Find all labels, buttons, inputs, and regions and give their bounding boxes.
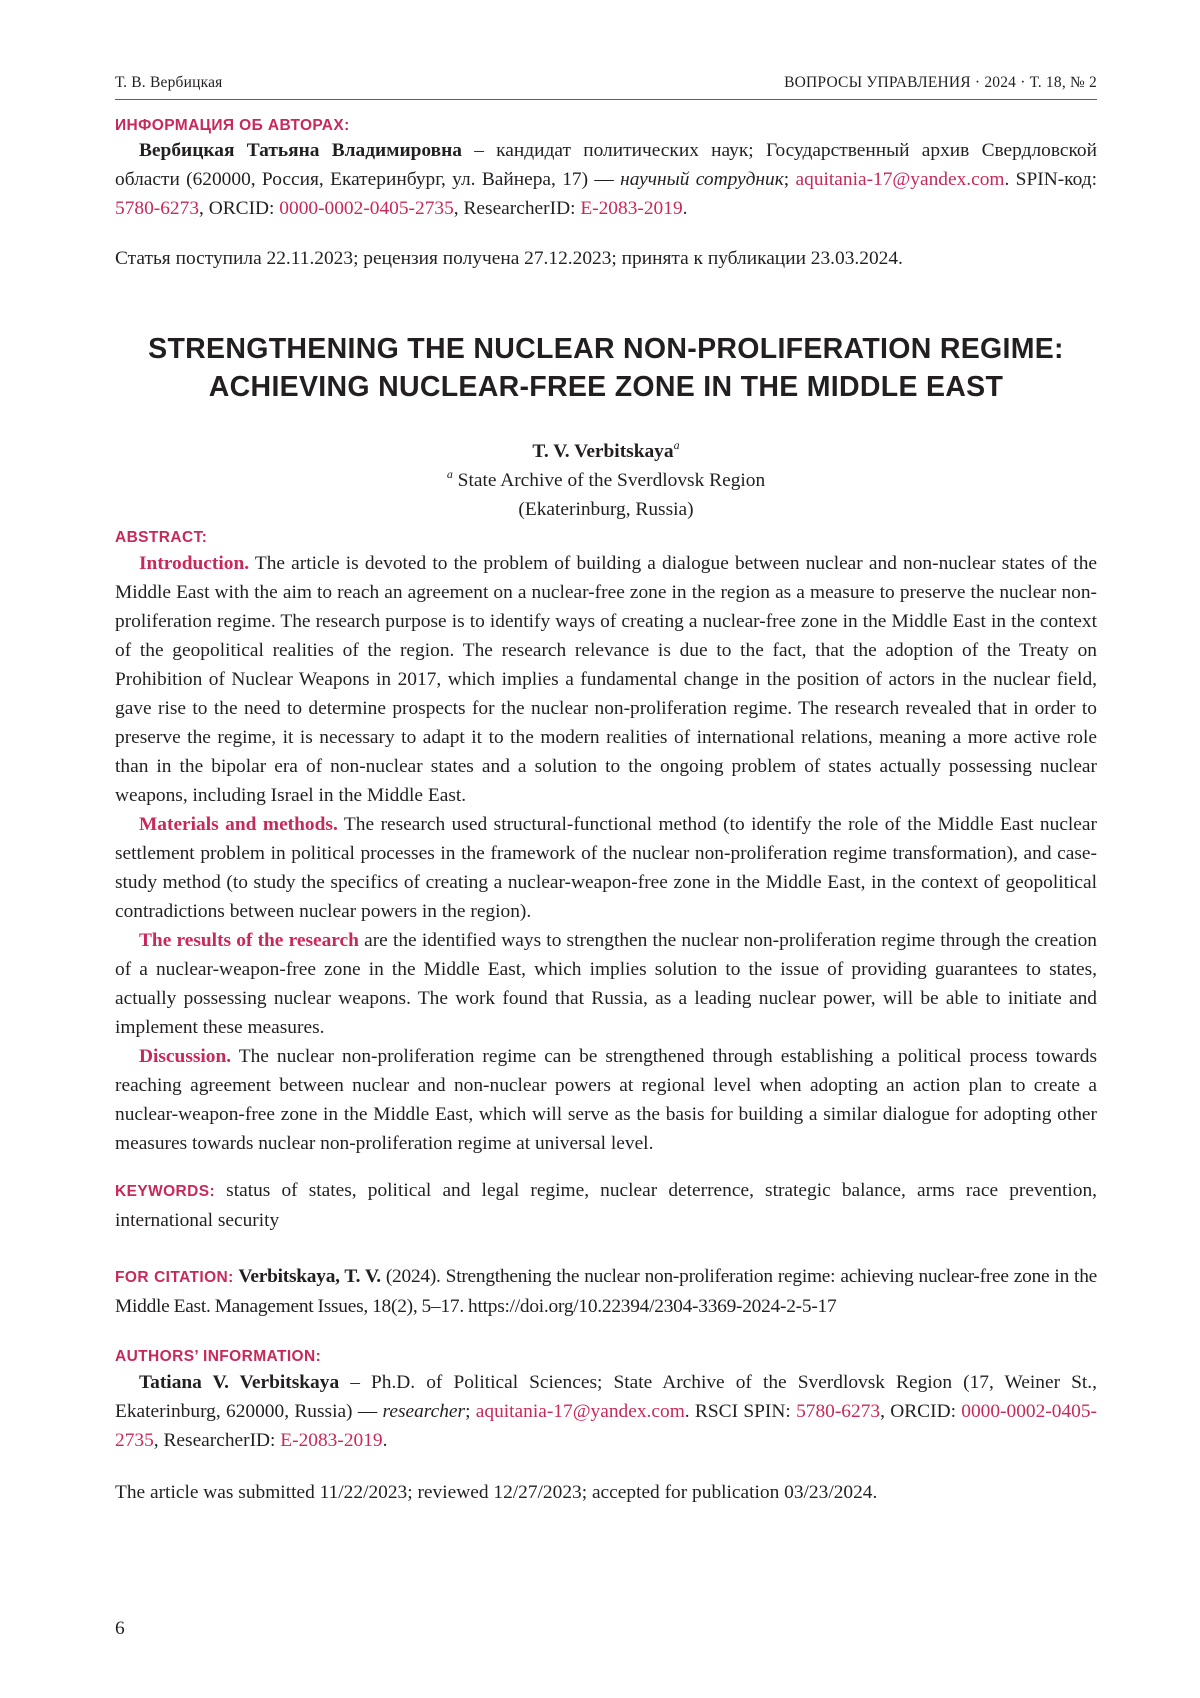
discussion-text: The nuclear non-proliferation regime can be strengthened through establishing a political process towards reaching agreement between nuclear and non-nuclear powers at regional level when adopting an action plan to create a nuclear-weapon-free zone in the Middle East, which will serve as the basis for building a similar dialogue for adopting other measures towards nuclear non-proliferation regime at universal level. (115, 1046, 1097, 1154)
en-author-heading: AUTHORS’ INFORMATION: (115, 1348, 322, 1365)
ru-orcid-link[interactable]: 0000-0002-0405-2735 (279, 198, 454, 219)
en-researcherid-label: , ResearcherID: (153, 1430, 281, 1451)
en-author-position: researcher (382, 1401, 466, 1422)
citation-text: (2024). Strengthening the nuclear non-proliferation regime: achieving nuclear-free zone in the Middle East. Management Issues, 18(2), 5–17. https://doi.org/10.22394/2304-3369-2024-2-5-17 (115, 1266, 1097, 1317)
ru-author-name: Вербицкая Татьяна Владимировна (139, 140, 462, 161)
en-author-text (115, 1368, 1097, 1455)
text-separator: ; (465, 1401, 476, 1422)
en-email-link[interactable]: aquitania-17@yandex.com (475, 1401, 685, 1422)
affiliation-line (115, 466, 1097, 495)
affiliation-superscript: a (446, 467, 453, 481)
affiliation-location: (Ekaterinburg, Russia) (518, 499, 694, 520)
title-line-1: STRENGTHENING THE NUCLEAR NON-PROLIFERATION REGIME: (148, 333, 1064, 365)
en-spin-link[interactable]: 5780-6273 (796, 1401, 881, 1422)
author-line (115, 437, 1097, 466)
ru-article-dates: Статья поступила 22.11.2023; рецензия получена 27.12.2023; принята к публикации 23.03.2024. (115, 248, 903, 269)
citation-heading: FOR CITATION: (115, 1269, 234, 1286)
introduction-text: The article is devoted to the problem of building a dialogue between nuclear and non-nuclear states of the Middle East with the aim to reach an agreement on a nuclear-free zone in the region as a measure to preserve the nuclear non-proliferation regime. The research purpose is to identify ways of creating a nuclear-free zone in the Middle East in the context of the geopolitical realities of the region. The research relevance is due to the fact, that the adoption of the Treaty on Prohibition of Nuclear Weapons in 2017, which implies a fundamental change in the position of actors in the nuclear field, gave rise to the need to determine prospects for the nuclear non-proliferation regime. The research revealed that in order to preserve the regime, it is necessary to adapt it to the modern realities of international relations, meaning a more active role than in the bipolar era of non-nuclear states and a solution to the ongoing problem of states actually possessing nuclear weapons, including Israel in the Middle East. (115, 553, 1097, 806)
text-end: . (682, 198, 688, 219)
page-number: 6 (115, 1618, 125, 1639)
en-orcid-label: , ORCID: (880, 1401, 962, 1422)
abstract-introduction (115, 549, 1097, 810)
discussion-label: Discussion. (139, 1046, 232, 1067)
ru-spin-label: . SPIN-код: (1004, 169, 1097, 190)
ru-author-position: научный сотрудник (620, 169, 784, 190)
en-author-desc: – Ph.D. of Political Sciences; State Archive of the Sverdlovsk Region (17, Weiner St., Ekaterinburg, 620000, Russia) — (115, 1372, 1097, 1422)
abstract-results (115, 926, 1097, 1042)
en-article-dates: The article was submitted 11/22/2023; reviewed 12/27/2023; accepted for publication 03/23/2024. (115, 1482, 878, 1503)
methods-label: Materials and methods. (139, 814, 338, 835)
abstract-discussion (115, 1042, 1097, 1158)
header-separator: · (1016, 74, 1030, 91)
byline (115, 437, 1097, 524)
abstract-methods (115, 810, 1097, 926)
author-name: T. V. Verbitskaya (532, 441, 674, 462)
keywords-heading: KEYWORDS: (115, 1183, 216, 1200)
methods-text: The research used structural-functional method (to identify the role of the Middle East nuclear settlement problem in political processes in the framework of the nuclear non-proliferation regime transformation), and case-study method (to study the specifics of creating a nuclear-weapon-free zone in the Middle East, in the context of geopolitical contradictions between nuclear powers in the region). (115, 814, 1097, 922)
ru-researcherid-link[interactable]: E-2083-2019 (580, 198, 683, 219)
en-researcherid-link[interactable]: E-2083-2019 (280, 1430, 383, 1451)
ru-email-link[interactable]: aquitania-17@yandex.com (795, 169, 1005, 190)
title-line-2: ACHIEVING NUCLEAR-FREE ZONE IN THE MIDDLE EAST (208, 371, 1004, 403)
abstract-heading: ABSTRACT: (115, 529, 208, 546)
header-author: Т. В. Вербицкая (115, 74, 223, 91)
running-header (115, 74, 1097, 100)
ru-author-desc: – кандидат политических наук; Государственный архив Свердловской области (620000, Россия, Екатеринбург, ул. Вайнера, 17) — (115, 140, 1097, 190)
header-separator: · (970, 74, 985, 91)
abstract (115, 529, 1097, 1158)
results-label: The results of the research (139, 930, 359, 951)
ru-author-text (115, 136, 1097, 223)
header-journal-info (784, 74, 1097, 92)
ru-orcid-label: , ORCID: (199, 198, 280, 219)
article-title (115, 330, 1097, 406)
en-author-name: Tatiana V. Verbitskaya (139, 1372, 340, 1393)
header-volume: Т. 18, № 2 (1029, 74, 1097, 91)
ru-spin-link[interactable]: 5780-6273 (115, 198, 200, 219)
en-spin-label: . RSCI SPIN: (684, 1401, 797, 1422)
en-orcid-link[interactable]: 0000-0002-0405-2735 (115, 1401, 1097, 1451)
text-end: . (382, 1430, 388, 1451)
citation-author: Verbitskaya, T. V. (233, 1266, 381, 1287)
keywords (115, 1176, 1097, 1235)
author-superscript: a (673, 438, 680, 452)
header-year: 2024 (984, 74, 1017, 91)
en-author-info (115, 1348, 1097, 1455)
ru-author-heading: ИНФОРМАЦИЯ ОБ АВТОРАХ: (115, 117, 350, 134)
affiliation: State Archive of the Sverdlovsk Region (452, 470, 766, 491)
ru-author-info (115, 117, 1097, 223)
keywords-text: status of states, political and legal regime, nuclear deterrence, strategic balance, arms race prevention, international security (115, 1180, 1097, 1231)
citation (115, 1262, 1097, 1321)
text-separator: ; (783, 169, 796, 190)
results-text: are the identified ways to strengthen the nuclear non-proliferation regime through the creation of a nuclear-weapon-free zone in the Middle East, which implies solution to the issue of providing guarantees to states, actually possessing nuclear weapons. The work found that Russia, as a leading nuclear power, will be able to initiate and implement these measures. (115, 930, 1098, 1038)
header-journal: ВОПРОСЫ УПРАВЛЕНИЯ (784, 74, 971, 91)
introduction-label: Introduction. (139, 553, 250, 574)
ru-researcherid-label: , ResearcherID: (453, 198, 581, 219)
